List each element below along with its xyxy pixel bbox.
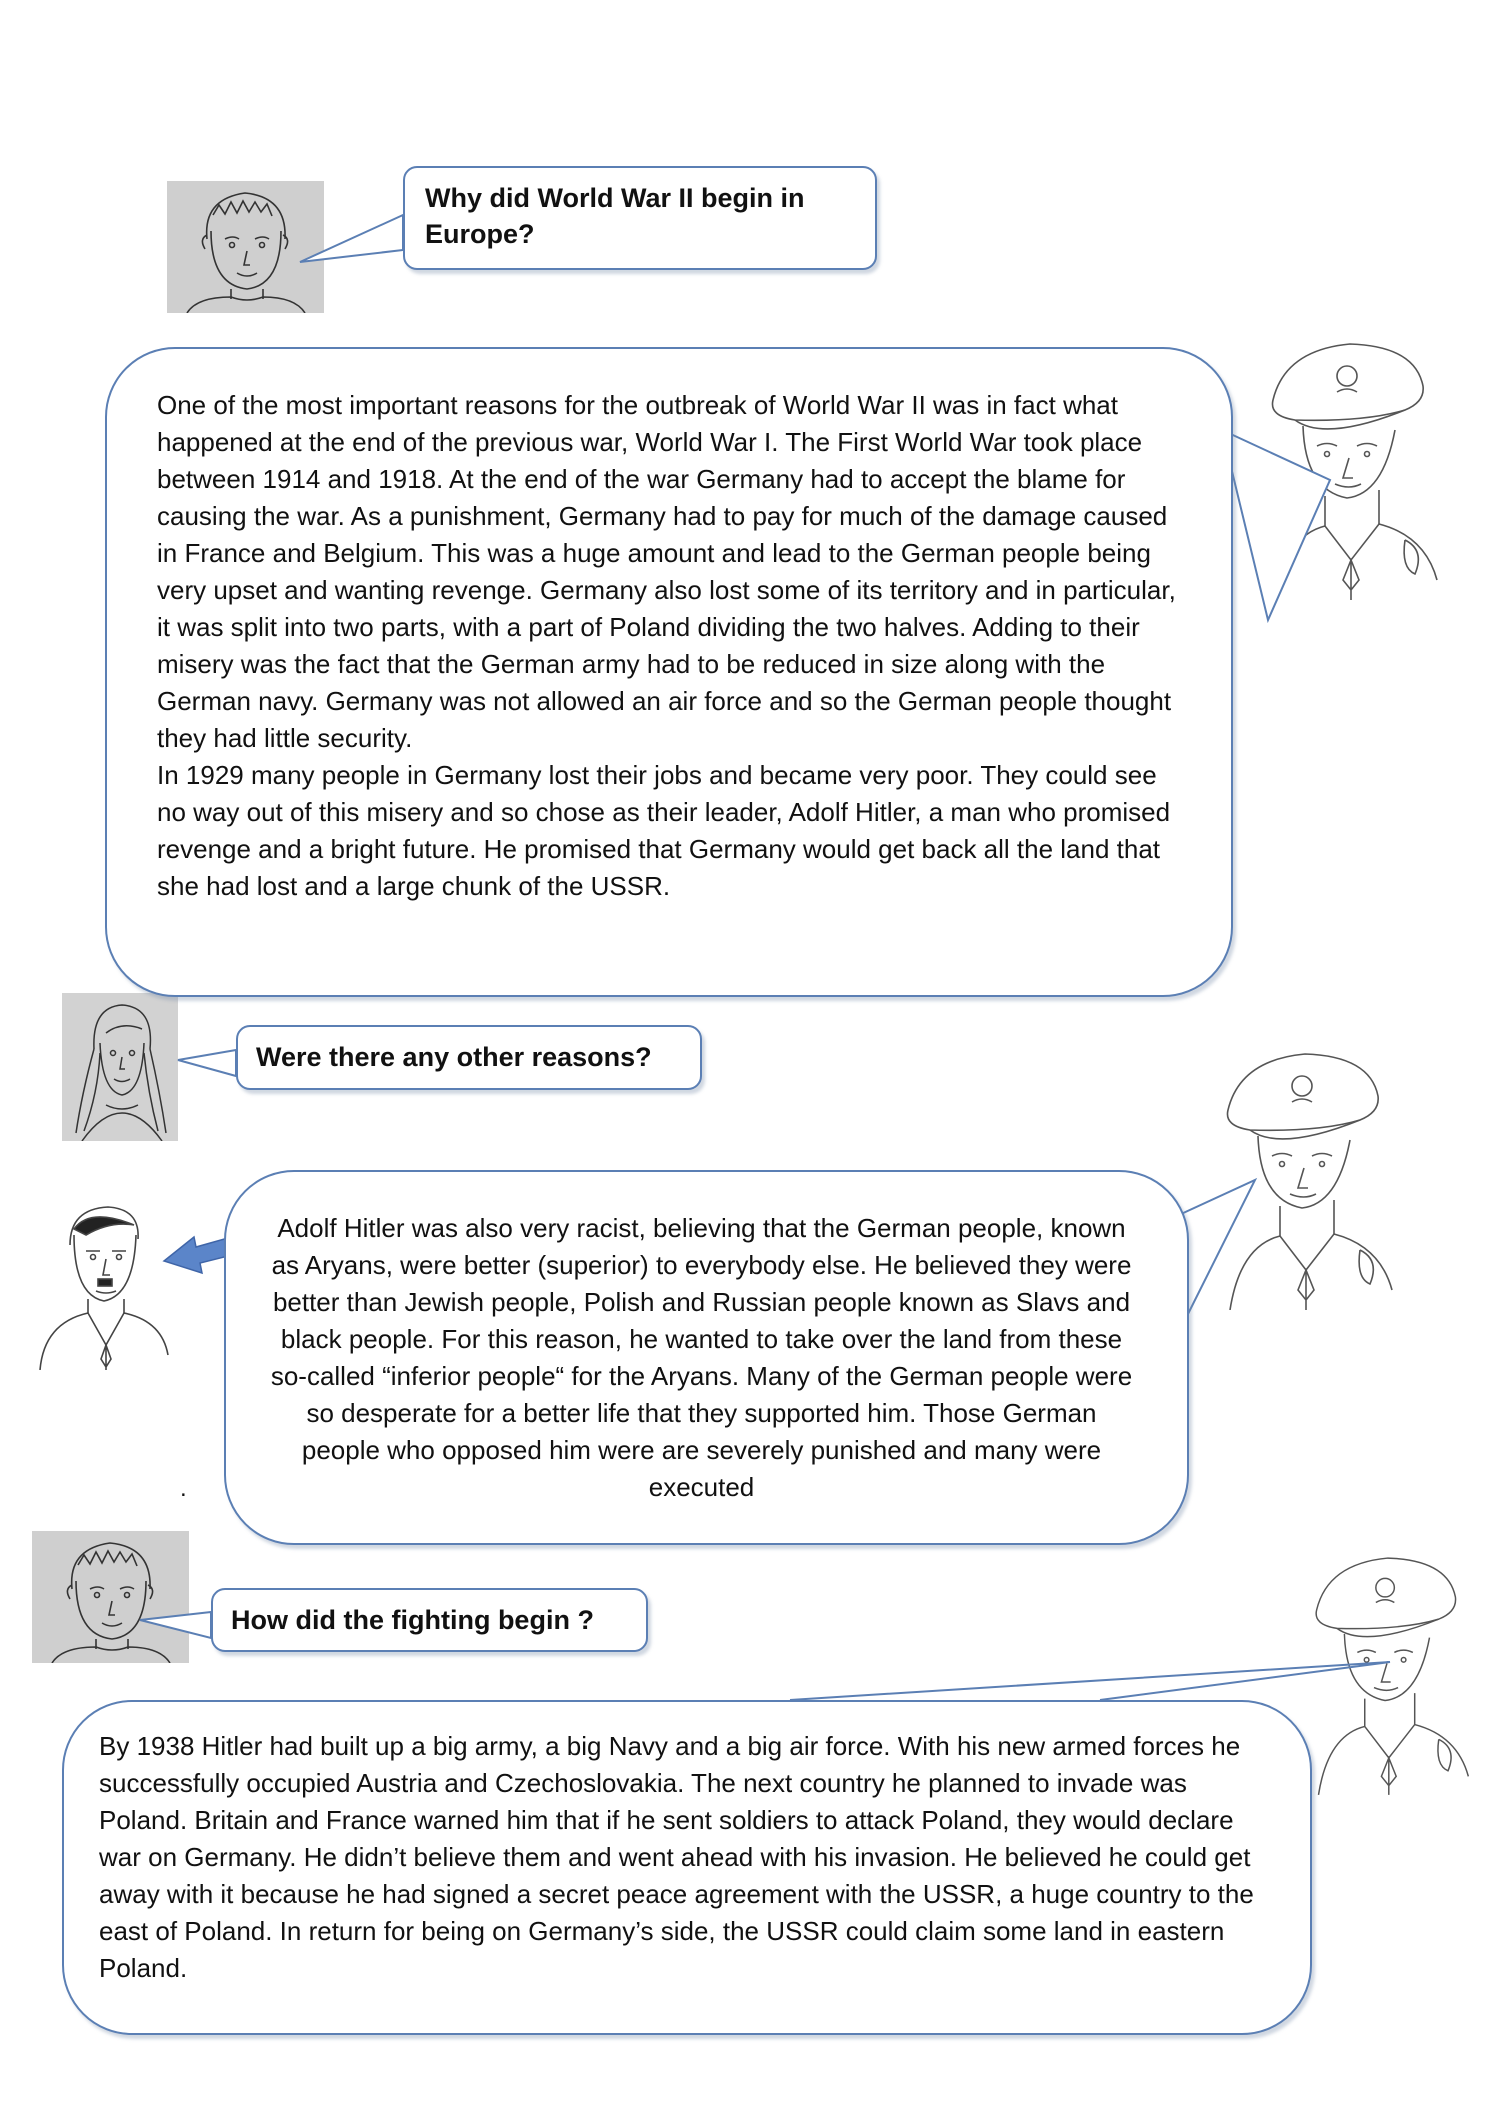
answer-bubble-3: [62, 1700, 1312, 2035]
answer-bubble-2: [224, 1170, 1189, 1545]
answer-paragraph: By 1938 Hitler had built up a big army, a big Navy and a big air force. With his new armed forces he successfully occupied Austria and Czechoslovakia. The next country he planned to invade was Poland. Britain and France warned him that if he sent soldiers to attack Poland, they would declare war on Germany. He didn’t believe them and went ahead with his invasion. He believed he could get away with it because he had signed a secret peace agreement with the USSR, a huge country to the east of Poland. In return for being on Germany’s side, the USSR could claim some land in eastern Poland.: [99, 1731, 1254, 1983]
question-text: Were there any other reasons?: [256, 1042, 652, 1072]
officer-portrait-illustration: [1210, 1040, 1410, 1310]
officer-portrait-illustration: [1300, 1545, 1485, 1795]
question-text: How did the fighting begin ?: [231, 1605, 594, 1635]
question-text: Why did World War II begin in Europe?: [425, 183, 805, 249]
answer-bubble-1: [105, 347, 1233, 997]
question-bubble-1: [403, 166, 877, 270]
boy-portrait-illustration: [167, 181, 324, 313]
boy-portrait-illustration: [32, 1531, 189, 1663]
question-bubble-3: [211, 1588, 648, 1652]
officer-portrait-illustration: [1255, 330, 1455, 600]
answer-paragraph: In 1929 many people in Germany lost their jobs and became very poor. They could see no way out of this misery and so chose as their leader, Adolf Hitler, a man who promised revenge and a bright future. He promised that Germany would get back all the land that she had lost and a large chunk of the USSR.: [157, 760, 1171, 901]
question-bubble-2: [236, 1025, 702, 1090]
answer-paragraph: One of the most important reasons for the outbreak of World War II was in fact what happened at the end of the previous war, World War I. The First World War took place between 1914 and 1918. At the end of the war Germany had to accept the blame for causing the war. As a punishment, Germany had to pay for much of the damage caused in France and Belgium. This was a huge amount and lead to the German people being very upset and wanting revenge. Germany also lost some of its territory and in particular, it was split into two parts, with a part of Poland dividing the two halves. Adding to their misery was the fact that the German army had to be reduced in size along with the German navy. Germany was not allowed an air force and so the German people thought they had little security.: [157, 390, 1176, 753]
stray-dot: .: [180, 1475, 187, 1502]
girl-portrait-illustration: [62, 993, 178, 1141]
hitler-portrait-illustration: [30, 1195, 175, 1370]
answer-paragraph: Adolf Hitler was also very racist, believing that the German people, known as Aryans, were better (superior) to everybody else. He believed they were better than Jewish people, Polish and Russian people known as Slavs and black people. For this reason, he wanted to take over the land from these so-called “inferior people“ for the Aryans. Many of the German people were so desperate for a better life that they supported him. Those German people who opposed him were are severely punished and many were executed: [270, 1213, 1133, 1502]
